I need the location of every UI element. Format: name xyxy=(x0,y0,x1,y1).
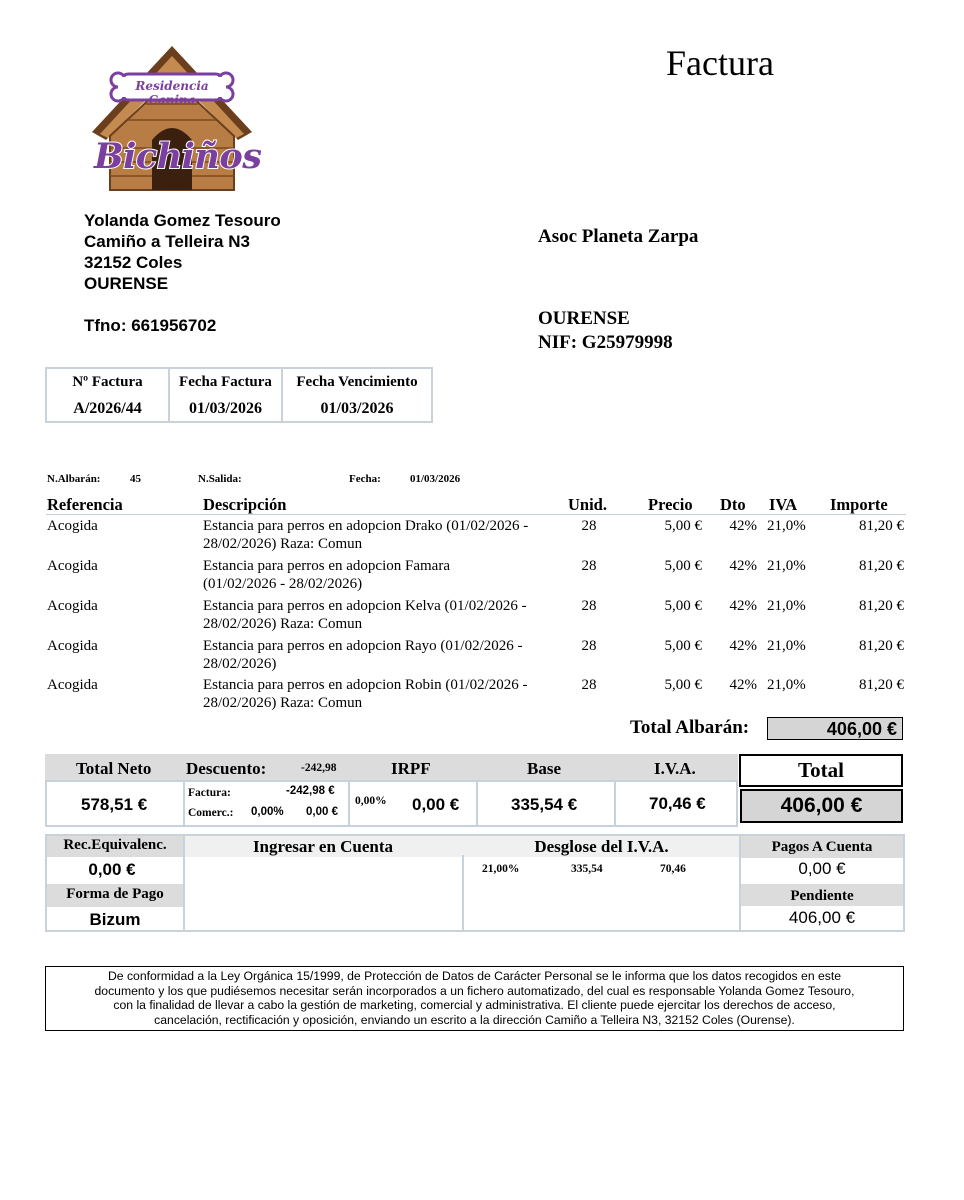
row-unid: 28 xyxy=(581,677,597,693)
row-iva: 21,0% xyxy=(767,518,806,534)
salida-label: N.Salida: xyxy=(198,473,242,485)
issuer-name: Yolanda Gomez Tesouro xyxy=(84,211,281,230)
header-divider xyxy=(46,514,906,515)
row-desc: Estancia para perros en adopcion Drako (01/02/2026 - 28/02/2026) Raza: Comun xyxy=(203,518,529,552)
legal-line: documento y los que pudiésemos necesitar serán incorporados a un fichero automatizado, del cual es responsable Yolanda Gomez Tesouro, xyxy=(94,983,855,998)
logo-brand-name: Bichiños xyxy=(94,136,262,177)
table-row xyxy=(0,637,964,677)
row-dto: 42% xyxy=(729,638,757,654)
invoice-info-table xyxy=(45,367,433,423)
row-importe: 81,20 € xyxy=(859,598,904,614)
row-precio: 5,00 € xyxy=(664,677,702,693)
data-protection-notice xyxy=(45,966,904,1031)
issuer-address: Camiño a Telleira N3 xyxy=(84,232,250,251)
invoice-number-label: Nº Factura xyxy=(72,374,143,390)
descuento-label: Descuento: xyxy=(186,759,267,778)
row-dto: 42% xyxy=(729,598,757,614)
divider xyxy=(614,780,616,827)
irpf-label: IRPF xyxy=(391,759,431,778)
row-precio: 5,00 € xyxy=(664,638,702,654)
invoice-due-cell xyxy=(281,369,431,421)
row-ref: Acogida xyxy=(47,638,98,654)
rec-equivalencia-value: 0,00 € xyxy=(88,860,136,879)
document-title: Factura xyxy=(666,43,774,83)
desglose-pct: 21,00% xyxy=(482,863,520,875)
invoice-due-date: 01/03/2026 xyxy=(320,400,394,417)
total-label: Total xyxy=(739,754,903,787)
pagos-cuenta-label: Pagos A Cuenta xyxy=(771,839,873,855)
row-precio: 5,00 € xyxy=(664,518,702,534)
rec-equivalencia-label: Rec.Equivalenc. xyxy=(63,837,167,853)
logo-subtitle: Residencia Canina xyxy=(135,79,209,107)
row-precio: 5,00 € xyxy=(664,558,702,574)
row-importe: 81,20 € xyxy=(859,558,904,574)
row-precio: 5,00 € xyxy=(664,598,702,614)
row-ref: Acogida xyxy=(47,677,98,693)
invoice-number: A/2026/44 xyxy=(73,400,142,417)
forma-pago-label: Forma de Pago xyxy=(66,886,164,902)
pendiente-label: Pendiente xyxy=(790,888,854,904)
row-iva: 21,0% xyxy=(767,638,806,654)
row-importe: 81,20 € xyxy=(859,638,904,654)
albaran-date-label: Fecha: xyxy=(349,473,381,485)
row-iva: 21,0% xyxy=(767,558,806,574)
table-row xyxy=(0,557,964,597)
invoice-date: 01/03/2026 xyxy=(189,400,262,417)
client-name: Asoc Planeta Zarpa xyxy=(538,226,699,247)
issuer-city: 32152 Coles xyxy=(84,253,183,272)
row-unid: 28 xyxy=(581,558,597,574)
row-ref: Acogida xyxy=(47,558,98,574)
row-desc: Estancia para perros en adopcion Robin (01/02/2026 - 28/02/2026) Raza: Comun xyxy=(203,677,528,711)
iva-label: I.V.A. xyxy=(654,759,696,778)
desglose-iva: 70,46 xyxy=(660,863,686,875)
row-importe: 81,20 € xyxy=(859,677,904,693)
legal-line: con la finalidad de llevar a cabo la gestión de marketing, comercial y administrativa. El cliente puede ejercitar los derechos de acceso, xyxy=(113,998,836,1013)
row-unid: 28 xyxy=(581,518,597,534)
row-unid: 28 xyxy=(581,638,597,654)
desglose-iva-label: Desglose del I.V.A. xyxy=(534,837,669,856)
row-unid: 28 xyxy=(581,598,597,614)
total-value: 406,00 € xyxy=(740,789,903,823)
forma-pago-value: Bizum xyxy=(89,910,141,929)
invoice-due-label: Fecha Vencimiento xyxy=(296,374,418,390)
comerc-discount-value: 0,00 € xyxy=(306,806,338,818)
table-row xyxy=(0,517,964,557)
totals-body xyxy=(45,780,738,827)
legal-line: cancelación, rectificación y oposición, enviando un escrito a la dirección Camiño a Telleira N3, 32152 Coles (Ourense). xyxy=(154,1012,795,1027)
divider xyxy=(348,780,350,827)
factura-discount-label: Factura: xyxy=(188,787,231,799)
row-iva: 21,0% xyxy=(767,677,806,693)
issuer-province: OURENSE xyxy=(84,274,169,293)
irpf-pct: 0,00% xyxy=(355,795,387,807)
total-neto-value: 578,51 € xyxy=(81,795,148,814)
row-dto: 42% xyxy=(729,677,757,693)
col-header-importe: Importe xyxy=(830,495,888,514)
col-header-descripcion: Descripción xyxy=(203,495,287,514)
albaran-date: 01/03/2026 xyxy=(410,473,461,485)
col-header-referencia: Referencia xyxy=(47,495,123,514)
invoice-date-label: Fecha Factura xyxy=(179,374,272,390)
col-header-iva: IVA xyxy=(769,495,798,514)
albaran-number: 45 xyxy=(130,473,141,485)
col-header-dto: Dto xyxy=(720,495,746,514)
divider xyxy=(476,780,478,827)
divider xyxy=(462,855,464,932)
divider xyxy=(183,780,185,827)
invoice-number-cell xyxy=(47,369,168,421)
issuer-phone: Tfno: 661956702 xyxy=(84,316,217,335)
table-row xyxy=(0,676,964,716)
col-header-precio: Precio xyxy=(648,495,693,514)
row-ref: Acogida xyxy=(47,598,98,614)
row-iva: 21,0% xyxy=(767,598,806,614)
row-dto: 42% xyxy=(729,558,757,574)
col-header-unid: Unid. xyxy=(568,495,607,514)
comerc-discount-pct: 0,00% xyxy=(251,806,284,818)
company-logo xyxy=(88,44,262,194)
total-neto-label: Total Neto xyxy=(76,759,152,778)
table-row xyxy=(0,597,964,637)
factura-discount-value: -242,98 € xyxy=(286,785,335,797)
total-albaran-value: 406,00 € xyxy=(767,717,903,740)
row-desc: Estancia para perros en adopcion Famara (01/02/2026 - 28/02/2026) xyxy=(203,558,450,592)
client-nif: NIF: G25979998 xyxy=(538,332,673,353)
row-desc: Estancia para perros en adopcion Rayo (01/02/2026 - 28/02/2026) xyxy=(203,638,523,672)
total-albaran-label: Total Albarán: xyxy=(630,717,750,738)
base-label: Base xyxy=(527,759,561,778)
row-ref: Acogida xyxy=(47,518,98,534)
albaran-number-label: N.Albarán: xyxy=(47,473,101,485)
desglose-base: 335,54 xyxy=(571,863,603,875)
legal-line: De conformidad a la Ley Orgánica 15/1999, de Protección de Datos de Carácter Personal se le informa que los datos recogidos en este xyxy=(107,969,842,983)
client-province: OURENSE xyxy=(538,308,630,329)
irpf-value: 0,00 € xyxy=(412,795,460,814)
row-dto: 42% xyxy=(729,518,757,534)
pendiente-value: 406,00 € xyxy=(788,908,856,927)
base-value: 335,54 € xyxy=(511,795,578,814)
iva-value: 70,46 € xyxy=(649,794,706,813)
comerc-discount-label: Comerc.: xyxy=(188,807,234,819)
descuento-total: -242,98 xyxy=(301,762,337,774)
row-desc: Estancia para perros en adopcion Kelva (01/02/2026 - 28/02/2026) Raza: Comun xyxy=(203,598,527,632)
ingresar-cuenta-label: Ingresar en Cuenta xyxy=(252,837,394,856)
row-importe: 81,20 € xyxy=(859,518,904,534)
pagos-cuenta-value: 0,00 € xyxy=(798,859,846,878)
invoice-date-cell xyxy=(168,369,281,421)
